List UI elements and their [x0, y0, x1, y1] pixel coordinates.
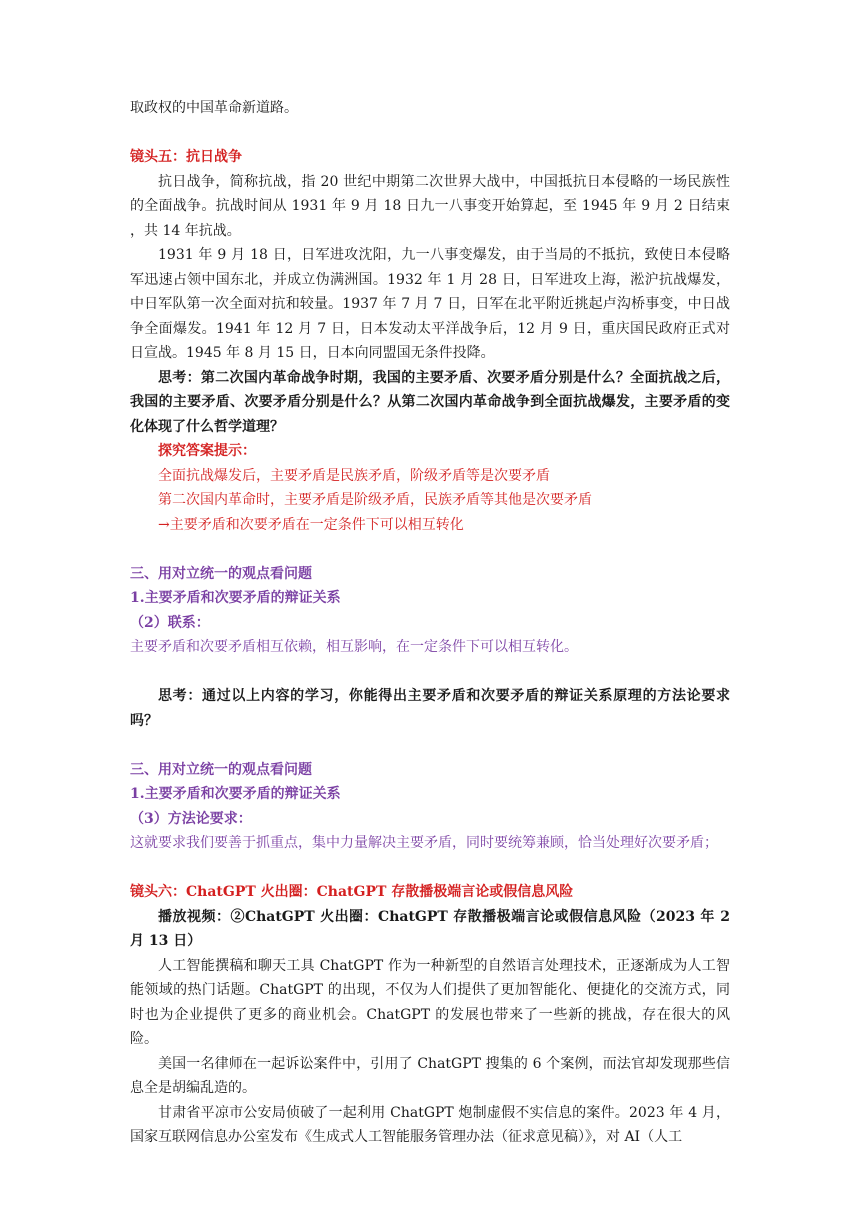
spacer: [130, 537, 730, 562]
think-question-2: 思考：通过以上内容的学习，你能得出主要矛盾和次要矛盾的辩证关系原理的方法论要求吗？: [130, 688, 730, 729]
spacer: [130, 121, 730, 146]
spacer: [130, 660, 730, 685]
spacer: [130, 856, 730, 881]
answer-hint-line-1: 全面抗战爆发后，主要矛盾是民族矛盾，阶级矛盾等是次要矛盾: [158, 467, 550, 484]
block2-label: （3）方法论要求：: [130, 810, 252, 827]
section5-think-question: 思考：第二次国内革命战争时期，我国的主要矛盾、次要矛盾分别是什么？全面抗战之后，我国的主要矛盾、次要矛盾分别是什么？从第二次国内革命战争到全面抗战爆发，主要矛盾的变化体现了什么哲学道理？: [130, 369, 730, 435]
block2-subtitle: 1.主要矛盾和次要矛盾的辩证关系: [130, 786, 341, 802]
intro-tail-text: 取政权的中国革命新道路。: [130, 100, 298, 116]
document-page: [130, 96, 730, 1150]
block1-text: 主要矛盾和次要矛盾相互依赖，相互影响，在一定条件下可以相互转化。: [130, 639, 578, 655]
section5-paragraph-2: 1931 年 9 月 18 日，日军进攻沈阳，九一八事变爆发，由于当局的不抵抗，致使日本侵略军迅速占领中国东北，并成立伪满洲国。1932 年 1 月 28 日，日军进攻上海，淞沪抗战爆发，中日军队第一次全面对抗和较量。1937 年 7 月 7 日，日军在北平附近挑起卢沟桥事变，中日战争全面爆发。1941 年 12 月 7 日，日本发动太平洋战争后，12 月 9 日，重庆国民政府正式对日宣战。1945 年 8 月 15 日，日本向同盟国无条件投降。: [130, 247, 730, 361]
block1-subtitle: 1.主要矛盾和次要矛盾的辩证关系: [130, 590, 341, 606]
section6-paragraph-2: 美国一名律师在一起诉讼案件中，引用了 ChatGPT 搜集的 6 个案例，而法官却发现那些信息全是胡编乱造的。: [130, 1055, 730, 1096]
section6-paragraph-3: 甘肃省平凉市公安局侦破了一起利用 ChatGPT 炮制虚假不实信息的案件。2023 年 4 月，国家互联网信息办公室发布《生成式人工智能服务管理办法（征求意见稿）》，对 AI（人工: [130, 1104, 730, 1145]
spacer: [130, 733, 730, 758]
section5-paragraph-1: 抗日战争，简称抗战，指 20 世纪中期第二次世界大战中，中国抵抗日本侵略的一场民族性的全面战争。抗战时间从 1931 年 9 月 18 日九一八事变开始算起，至 1945 年 9 月 2 日结束 ，共 14 年抗战。: [130, 173, 730, 239]
answer-hint-line-3: →主要矛盾和次要矛盾在一定条件下可以相互转化: [158, 516, 464, 533]
section6-paragraph-1: 人工智能撰稿和聊天工具 ChatGPT 作为一种新型的自然语言处理技术，正逐渐成为人工智能领域的热门话题。ChatGPT 的出现，不仅为人们提供了更加智能化、便捷化的交流方式，同时也为企业提供了更多的商业机会。ChatGPT 的发展也带来了一些新的挑战，存在很大的风险。: [130, 957, 730, 1047]
block1-label: （2）联系：: [130, 614, 210, 631]
block2-text: 这就要求我们要善于抓重点，集中力量解决主要矛盾，同时要统筹兼顾，恰当处理好次要矛盾；: [130, 835, 718, 851]
answer-hint-title: 探究答案提示：: [158, 443, 256, 459]
block2-title: 三、用对立统一的观点看问题: [130, 761, 312, 778]
answer-hint-block: [130, 439, 730, 537]
section6-heading: 镜头六：ChatGPT 火出圈：ChatGPT 存散播极端言论或假信息风险: [130, 884, 574, 900]
section5-heading: 镜头五：抗日战争: [130, 149, 242, 165]
answer-hint-line-2: 第二次国内革命时，主要矛盾是阶级矛盾，民族矛盾等其他是次要矛盾: [158, 492, 592, 508]
section6-video-line: 播放视频：②ChatGPT 火出圈：ChatGPT 存散播极端言论或假信息风险（2023 年 2 月 13 日）: [130, 908, 730, 949]
block1-title: 三、用对立统一的观点看问题: [130, 565, 312, 582]
